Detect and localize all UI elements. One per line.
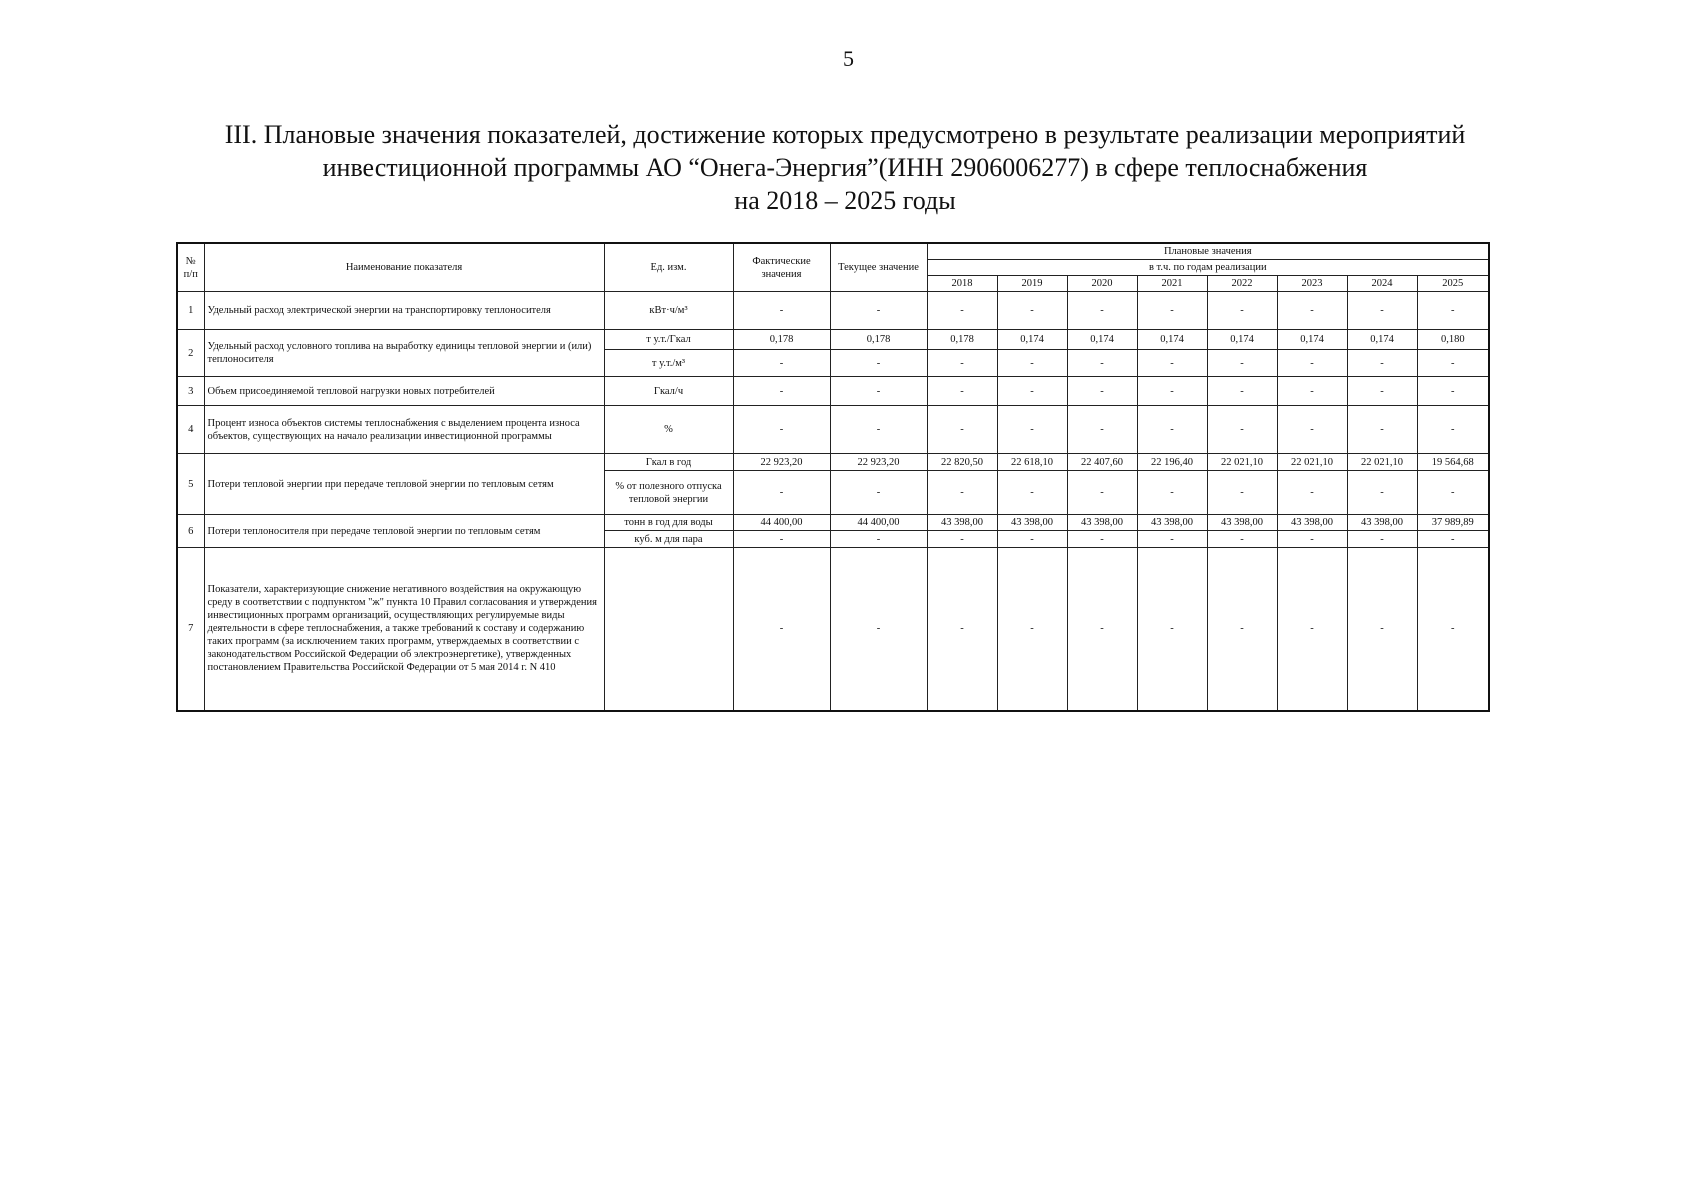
- year-value: 0,174: [1067, 330, 1137, 350]
- current-value: -: [830, 377, 927, 406]
- indicator-name: Процент износа объектов системы теплоснабжения с выделением процента износа объектов, существующих на начало реализации инвестиционной программы: [204, 406, 604, 454]
- row-number: 3: [177, 377, 204, 406]
- row-number: 1: [177, 292, 204, 330]
- year-value: -: [1347, 471, 1417, 515]
- year-value: 22 021,10: [1277, 454, 1347, 471]
- year-value: 43 398,00: [1137, 515, 1207, 531]
- actual-value: -: [733, 548, 830, 711]
- indicator-name: Потери теплоносителя при передаче тепловой энергии по тепловым сетям: [204, 515, 604, 548]
- year-value: -: [1067, 292, 1137, 330]
- year-value: -: [1417, 406, 1489, 454]
- actual-value: -: [733, 350, 830, 377]
- current-value: -: [830, 531, 927, 548]
- table-row: [177, 292, 1489, 330]
- year-value: -: [927, 471, 997, 515]
- unit-cell: т у.т./Гкал: [604, 330, 733, 350]
- year-value: -: [1067, 377, 1137, 406]
- year-value: -: [997, 548, 1067, 711]
- unit-cell: куб. м для пара: [604, 531, 733, 548]
- year-value: 0,174: [1277, 330, 1347, 350]
- year-value: -: [1417, 377, 1489, 406]
- actual-value: -: [733, 471, 830, 515]
- year-value: 22 021,10: [1207, 454, 1277, 471]
- year-value: -: [997, 471, 1067, 515]
- header-year: 2019: [997, 276, 1067, 292]
- header-year: 2022: [1207, 276, 1277, 292]
- actual-value: -: [733, 377, 830, 406]
- year-value: -: [1067, 531, 1137, 548]
- year-value: 43 398,00: [1277, 515, 1347, 531]
- year-value: 22 196,40: [1137, 454, 1207, 471]
- row-number: 4: [177, 406, 204, 454]
- year-value: 0,174: [1347, 330, 1417, 350]
- current-value: -: [830, 350, 927, 377]
- year-value: 43 398,00: [1207, 515, 1277, 531]
- header-year: 2018: [927, 276, 997, 292]
- row-number: 6: [177, 515, 204, 548]
- year-value: -: [927, 377, 997, 406]
- current-value: -: [830, 471, 927, 515]
- year-value: -: [927, 531, 997, 548]
- unit-cell: кВт·ч/м³: [604, 292, 733, 330]
- year-value: -: [1417, 548, 1489, 711]
- actual-value: 44 400,00: [733, 515, 830, 531]
- year-value: -: [1277, 377, 1347, 406]
- page-number: 5: [843, 46, 854, 71]
- year-value: -: [1277, 292, 1347, 330]
- title-line-2: инвестиционной программы АО “Онега-Энергия”(ИНН 2906006277) в сфере теплоснабжения: [322, 153, 1368, 182]
- actual-value: -: [733, 531, 830, 548]
- table-row: [177, 548, 1489, 711]
- header-year: 2021: [1137, 276, 1207, 292]
- year-value: -: [927, 350, 997, 377]
- indicators-table: [176, 242, 1490, 712]
- title-line-1: III. Плановые значения показателей, достижение которых предусмотрено в результате реализации мероприятий: [224, 120, 1466, 149]
- year-value: 22 407,60: [1067, 454, 1137, 471]
- year-value: -: [1277, 548, 1347, 711]
- year-value: -: [1067, 471, 1137, 515]
- year-value: -: [1207, 292, 1277, 330]
- indicator-name: Показатели, характеризующие снижение негативного воздействия на окружающую среду в соответствии с подпунктом "ж" пункта 10 Правил согласования и утверждения инвестиционных программ организаций, осуществляющих регулируемые виды деятельности в сфере теплоснабжения, а также требований к составу и содержанию таких программ (за исключением таких программ, утверждаемых в соответствии с законодательством Российской Федерации об электроэнергетике), утвержденных постановлением Правительства Российской Федерации от 5 мая 2014 г. N 410: [204, 548, 604, 711]
- current-value: -: [830, 406, 927, 454]
- row-number: 7: [177, 548, 204, 711]
- document-title: [150, 118, 1540, 217]
- year-value: 19 564,68: [1417, 454, 1489, 471]
- header-num: № п/п: [177, 243, 204, 292]
- year-value: -: [1277, 471, 1347, 515]
- year-value: 43 398,00: [1347, 515, 1417, 531]
- year-value: -: [1347, 548, 1417, 711]
- header-current: Текущее значение: [830, 243, 927, 292]
- actual-value: 22 923,20: [733, 454, 830, 471]
- header-actual: Фактические значения: [733, 243, 830, 292]
- current-value: -: [830, 548, 927, 711]
- year-value: 22 820,50: [927, 454, 997, 471]
- row-number: 5: [177, 454, 204, 515]
- year-value: 0,178: [927, 330, 997, 350]
- row-number: 2: [177, 330, 204, 377]
- unit-cell: % от полезного отпуска тепловой энергии: [604, 471, 733, 515]
- year-value: 43 398,00: [997, 515, 1067, 531]
- year-value: -: [1137, 548, 1207, 711]
- year-value: 0,180: [1417, 330, 1489, 350]
- year-value: 0,174: [1207, 330, 1277, 350]
- year-value: -: [1207, 471, 1277, 515]
- actual-value: 0,178: [733, 330, 830, 350]
- current-value: -: [830, 292, 927, 330]
- title-line-3: на 2018 – 2025 годы: [734, 186, 956, 215]
- year-value: 0,174: [997, 330, 1067, 350]
- year-value: -: [927, 406, 997, 454]
- table-row: [177, 515, 1489, 531]
- year-value: -: [1347, 531, 1417, 548]
- year-value: -: [1137, 471, 1207, 515]
- year-value: -: [1137, 292, 1207, 330]
- year-value: -: [1137, 350, 1207, 377]
- indicator-name: Потери тепловой энергии при передаче тепловой энергии по тепловым сетям: [204, 454, 604, 515]
- year-value: -: [1137, 531, 1207, 548]
- year-value: -: [997, 350, 1067, 377]
- unit-cell: Гкал/ч: [604, 377, 733, 406]
- year-value: -: [997, 377, 1067, 406]
- year-value: 43 398,00: [927, 515, 997, 531]
- year-value: -: [1207, 548, 1277, 711]
- year-value: 43 398,00: [1067, 515, 1137, 531]
- year-value: 0,174: [1137, 330, 1207, 350]
- year-value: -: [1417, 292, 1489, 330]
- year-value: -: [997, 292, 1067, 330]
- unit-cell: т у.т./м³: [604, 350, 733, 377]
- year-value: -: [997, 406, 1067, 454]
- year-value: -: [927, 548, 997, 711]
- indicator-name: Удельный расход условного топлива на выработку единицы тепловой энергии и (или) теплоносителя: [204, 330, 604, 377]
- table-row: [177, 406, 1489, 454]
- table-row: [177, 454, 1489, 471]
- year-value: -: [1277, 350, 1347, 377]
- actual-value: -: [733, 406, 830, 454]
- year-value: -: [927, 292, 997, 330]
- header-name: Наименование показателя: [204, 243, 604, 292]
- year-value: -: [1417, 531, 1489, 548]
- year-value: -: [1347, 406, 1417, 454]
- actual-value: -: [733, 292, 830, 330]
- year-value: -: [1207, 531, 1277, 548]
- year-value: -: [1347, 377, 1417, 406]
- year-value: -: [997, 531, 1067, 548]
- year-value: -: [1137, 377, 1207, 406]
- year-value: -: [1417, 471, 1489, 515]
- header-year: 2025: [1417, 276, 1489, 292]
- year-value: -: [1347, 292, 1417, 330]
- unit-cell: [604, 548, 733, 711]
- header-by-years: в т.ч. по годам реализации: [927, 260, 1489, 276]
- indicator-name: Объем присоединяемой тепловой нагрузки новых потребителей: [204, 377, 604, 406]
- unit-cell: %: [604, 406, 733, 454]
- year-value: -: [1067, 406, 1137, 454]
- year-value: -: [1417, 350, 1489, 377]
- header-year: 2023: [1277, 276, 1347, 292]
- header-year: 2020: [1067, 276, 1137, 292]
- header-planned: Плановые значения: [927, 243, 1489, 260]
- year-value: 22 618,10: [997, 454, 1067, 471]
- year-value: -: [1137, 406, 1207, 454]
- table-row: [177, 330, 1489, 350]
- unit-cell: Гкал в год: [604, 454, 733, 471]
- current-value: 22 923,20: [830, 454, 927, 471]
- year-value: -: [1277, 531, 1347, 548]
- year-value: -: [1277, 406, 1347, 454]
- year-value: -: [1207, 406, 1277, 454]
- indicator-name: Удельный расход электрической энергии на транспортировку теплоносителя: [204, 292, 604, 330]
- current-value: 44 400,00: [830, 515, 927, 531]
- year-value: -: [1067, 350, 1137, 377]
- current-value: 0,178: [830, 330, 927, 350]
- year-value: -: [1207, 377, 1277, 406]
- year-value: 37 989,89: [1417, 515, 1489, 531]
- year-value: -: [1207, 350, 1277, 377]
- year-value: -: [1067, 548, 1137, 711]
- unit-cell: тонн в год для воды: [604, 515, 733, 531]
- header-year: 2024: [1347, 276, 1417, 292]
- year-value: -: [1347, 350, 1417, 377]
- header-row-top: [177, 243, 1489, 260]
- year-value: 22 021,10: [1347, 454, 1417, 471]
- table-row: [177, 377, 1489, 406]
- header-unit: Ед. изм.: [604, 243, 733, 292]
